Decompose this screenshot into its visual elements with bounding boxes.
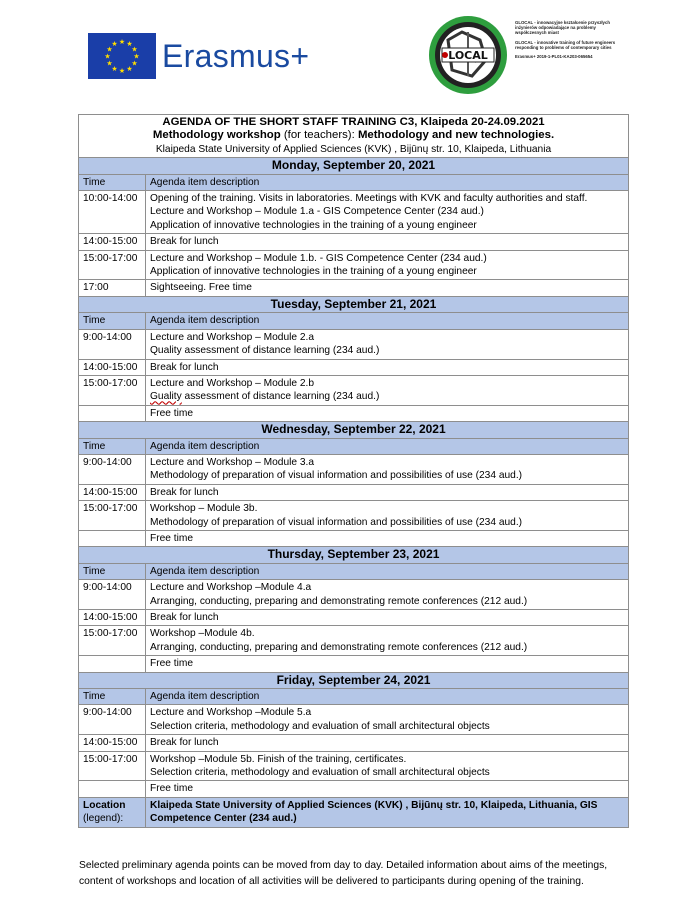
agenda-row (79, 781, 629, 797)
agenda-description-line: Selection criteria, methodology and evaluation of small architectural objects (150, 767, 490, 779)
agenda-description-line: Break for lunch (150, 486, 219, 498)
agenda-row (79, 280, 629, 296)
svg-text:★: ★ (126, 65, 133, 73)
location-label: Location (83, 799, 126, 811)
agenda-description (146, 656, 629, 672)
agenda-row (79, 250, 629, 280)
column-header-time: Time (79, 313, 146, 329)
agenda-description-line: Free time (150, 658, 194, 670)
agenda-description-line: Arranging, conducting, preparing and demonstrating remote conferences (212 aud.) (150, 641, 528, 653)
agenda-description (146, 626, 629, 656)
agenda-description (146, 191, 629, 234)
glocal-project-text (515, 20, 620, 63)
column-header-time: Time (79, 438, 146, 454)
agenda-row (79, 501, 629, 531)
agenda-description (146, 501, 629, 531)
agenda-title-row (79, 115, 629, 158)
agenda-description-line: Free time (150, 783, 194, 795)
agenda-description (146, 329, 629, 359)
agenda-title-cell (79, 115, 629, 158)
agenda-row (79, 580, 629, 610)
day-header-row (79, 296, 629, 312)
agenda-description-line: Free time (150, 532, 194, 544)
glocal-en-text: GLOCAL - innovative training of future engineers responding to problems of contemporary cities (515, 39, 616, 50)
agenda-description-line: Workshop –Module 5b. Finish of the training, certificates. (150, 753, 407, 765)
column-header-desc: Agenda item description (146, 313, 629, 329)
agenda-description-line: Arranging, conducting, preparing and demonstrating remote conferences (212 aud.) (150, 595, 528, 607)
agenda-description (146, 610, 629, 626)
agenda-row (79, 626, 629, 656)
agenda-description (146, 280, 629, 296)
agenda-description-line: Lecture and Workshop – Module 2.a (150, 331, 315, 343)
agenda-description-line: Workshop – Module 3b. (150, 503, 258, 515)
svg-text:★: ★ (126, 40, 133, 48)
agenda-time: 14:00-15:00 (79, 610, 146, 626)
agenda-description-line: Quality assessment of distance learning (234 aud.) (150, 345, 380, 357)
day-header-row (79, 547, 629, 563)
agenda-description-line: Free time (150, 407, 194, 419)
svg-text:★: ★ (104, 52, 111, 61)
svg-text:★: ★ (106, 59, 113, 68)
svg-text:★: ★ (111, 65, 118, 73)
agenda-description-line: Application of innovative technologies in the training of a young engineer (150, 266, 477, 278)
agenda-description (146, 375, 629, 405)
agenda-row (79, 751, 629, 781)
column-header-time: Time (79, 563, 146, 579)
agenda-description (146, 781, 629, 797)
day-title: Thursday, September 23, 2021 (79, 547, 629, 563)
agenda-description-line: Break for lunch (150, 236, 219, 248)
column-header-desc: Agenda item description (146, 438, 629, 454)
agenda-row (79, 234, 629, 250)
location-value: Klaipeda State University of Applied Sciences (KVK) , Bijūnų str. 10, Klaipeda, Lithuania, GIS Competence Center (234 aud.) (146, 797, 629, 827)
agenda-row (79, 735, 629, 751)
agenda-description (146, 735, 629, 751)
day-header-row (79, 422, 629, 438)
agenda-description (146, 751, 629, 781)
agenda-row (79, 484, 629, 500)
agenda-description (146, 359, 629, 375)
agenda-title: AGENDA OF THE SHORT STAFF TRAINING C3, Klaipeda 20-24.09.2021 (162, 116, 545, 128)
agenda-description-line: Lecture and Workshop –Module 4.a (150, 582, 312, 594)
day-title: Wednesday, September 22, 2021 (79, 422, 629, 438)
agenda-row (79, 705, 629, 735)
agenda-description-line: Lecture and Workshop –Module 5.a (150, 707, 312, 719)
agenda-time (79, 656, 146, 672)
erasmus-logo (88, 33, 309, 79)
svg-text:★: ★ (131, 59, 138, 68)
agenda-time: 14:00-15:00 (79, 359, 146, 375)
page-header (0, 0, 698, 112)
agenda-description-line: Break for lunch (150, 612, 219, 623)
agenda-table (78, 114, 629, 828)
agenda-description-line: Methodology of preparation of visual information and possibilities of use (234 aud.) (150, 470, 523, 482)
agenda-time (79, 781, 146, 797)
agenda-row (79, 530, 629, 546)
agenda-time: 14:00-15:00 (79, 484, 146, 500)
agenda-description (146, 484, 629, 500)
column-header-row (79, 689, 629, 705)
agenda-subtitle: Methodology workshop (for teachers): Methodology and new technologies. (152, 129, 555, 142)
agenda-time: 15:00-17:00 (79, 501, 146, 531)
agenda-time (79, 530, 146, 546)
column-header-row (79, 313, 629, 329)
location-sublabel: (legend): (83, 813, 124, 825)
agenda-time: 9:00-14:00 (79, 705, 146, 735)
location-row (79, 797, 629, 827)
agenda-row (79, 329, 629, 359)
agenda-description (146, 530, 629, 546)
day-header-row (79, 672, 629, 688)
agenda-time: 15:00-17:00 (79, 626, 146, 656)
agenda-time: 15:00-17:00 (79, 375, 146, 405)
svg-text:★: ★ (118, 67, 126, 75)
agenda-time: 15:00-17:00 (79, 751, 146, 781)
agenda-description-line: Methodology of preparation of visual information and possibilities of use (234 aud.) (150, 516, 523, 528)
erasmus-wordmark: Erasmus+ (162, 37, 310, 74)
agenda-description-line: Selection criteria, methodology and evaluation of small architectural objects (150, 720, 490, 732)
column-header-time: Time (79, 174, 146, 190)
eu-flag-icon (88, 33, 156, 79)
svg-text:★: ★ (131, 45, 138, 54)
agenda-time: 9:00-14:00 (79, 580, 146, 610)
svg-text:★: ★ (118, 38, 126, 46)
agenda-description-line: Break for lunch (150, 361, 219, 373)
footer-note: Selected preliminary agenda points can be moved from day to day. Detailed information about aims of the meetings, content of workshops and location of all activities will be delivered to participants during opening of the training. (79, 860, 608, 887)
agenda-description (146, 705, 629, 735)
agenda-description (146, 250, 629, 280)
svg-text:★: ★ (133, 52, 140, 61)
column-header-time: Time (79, 689, 146, 705)
column-header-desc: Agenda item description (146, 174, 629, 190)
agenda-description (146, 234, 629, 250)
agenda-row (79, 656, 629, 672)
agenda-description-line: Workshop –Module 4b. (150, 628, 255, 640)
column-header-desc: Agenda item description (146, 563, 629, 579)
agenda-description (146, 580, 629, 610)
agenda-time: 9:00-14:00 (79, 454, 146, 484)
agenda-time: 9:00-14:00 (79, 329, 146, 359)
agenda-description-line: Lecture and Workshop – Module 2.b (150, 377, 315, 389)
agenda-row (79, 375, 629, 405)
day-title: Monday, September 20, 2021 (79, 158, 629, 174)
day-header-row (79, 158, 629, 174)
agenda-description-line: Lecture and Workshop – Module 3.a (150, 456, 315, 468)
misspelled-word: Guality (150, 391, 182, 403)
day-title: Tuesday, September 21, 2021 (79, 296, 629, 312)
agenda-description-line: Lecture and Workshop – Module 1.b. - GIS Competence Center (234 aud.) (150, 252, 487, 264)
location-label-cell (79, 797, 146, 827)
svg-text:★: ★ (106, 45, 113, 54)
day-title: Friday, September 24, 2021 (79, 672, 629, 688)
agenda-row (79, 191, 629, 234)
agenda-description-line: Sightseeing. Free time (150, 282, 252, 294)
glocal-logo-text: LOCAL (448, 49, 488, 62)
agenda-time: 14:00-15:00 (79, 234, 146, 250)
agenda-time: 17:00 (79, 280, 146, 296)
column-header-row (79, 438, 629, 454)
column-header-row (79, 563, 629, 579)
agenda-time: 14:00-15:00 (79, 735, 146, 751)
agenda-row (79, 610, 629, 626)
agenda-row (79, 454, 629, 484)
agenda-description-line: Application of innovative technologies in the training of a young engineer (150, 219, 477, 231)
agenda-description-line: Guality assessment of distance learning (234 aud.) (150, 391, 380, 403)
agenda-description-line: Opening of the training. Visits in laboratories. Meetings with KVK and faculty authorities and staff. Lecture and Workshop – Module 1.a - GIS Competence Center (234 aud.) (150, 193, 588, 218)
column-header-row (79, 174, 629, 190)
agenda-description (146, 405, 629, 421)
glocal-pl-text: GLOCAL - innowacyjne kształcenie przyszłych inżynierów odpowiadające na problemy współczesnych miast (515, 20, 610, 36)
agenda-time: 10:00-14:00 (79, 191, 146, 234)
agenda-time: 15:00-17:00 (79, 250, 146, 280)
agenda-row (79, 359, 629, 375)
agenda-row (79, 405, 629, 421)
agenda-venue: Klaipeda State University of Applied Sciences (KVK) , Bijūnų str. 10, Klaipeda, Lithuania (155, 143, 552, 155)
svg-text:★: ★ (111, 40, 118, 48)
agenda-time (79, 405, 146, 421)
column-header-desc: Agenda item description (146, 689, 629, 705)
agenda-description-line: Break for lunch (150, 737, 219, 749)
glocal-code: Erasmus+ 2019-1-PL01-KA203-065654 (515, 54, 593, 60)
agenda-description (146, 454, 629, 484)
